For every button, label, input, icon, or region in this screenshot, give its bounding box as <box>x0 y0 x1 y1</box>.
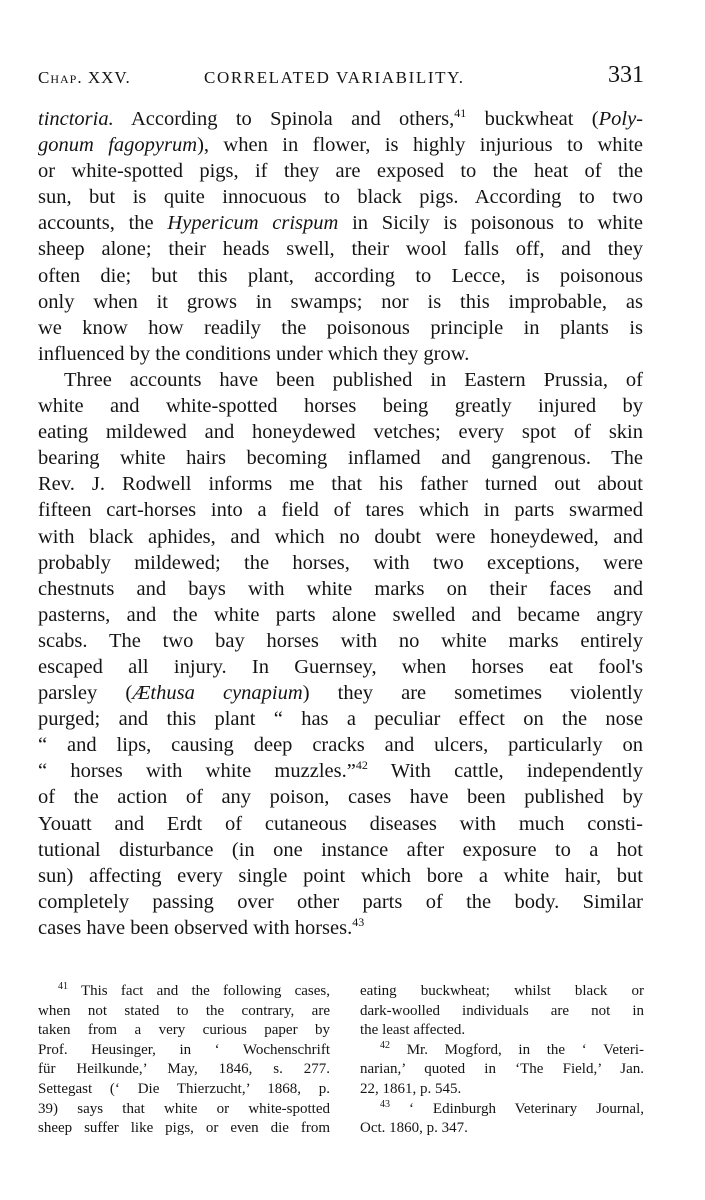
footnote-line: dark-woolled individuals are not in <box>360 1002 644 1019</box>
text-line: escaped all injury. In Guernsey, when horses eat fool's <box>38 655 643 678</box>
footnote-line: the least affected. <box>360 1022 466 1039</box>
text-line: sheep alone; their heads swell, their wool falls off, and they <box>38 238 643 261</box>
text-line: completely passing over other parts of the body. Similar <box>38 890 643 913</box>
text-line: Rev. J. Rodwell informs me that his father turned out about <box>38 473 643 496</box>
text-line: tinctoria. According to Spinola and others,$^{41}$ buckwheat (Poly- <box>38 106 644 130</box>
footnote-line: $^{43}$ ‘ Edinburgh Veterinary Journal, <box>380 1098 644 1117</box>
text-line: chestnuts and bays with white marks on their faces and <box>38 577 643 600</box>
footnote-line: für Heilkunde,’ May, 1846, s. 277. <box>38 1061 330 1078</box>
text-line: white and white-spotted horses being greatly injured by <box>38 395 643 418</box>
text-line: or white-spotted pigs, if they are exposed to the heat of the <box>38 160 643 183</box>
footnote-line: narian,’ quoted in ‘The Field,’ Jan. <box>360 1061 644 1078</box>
page-number: 331 <box>608 62 644 88</box>
footnote-column-right <box>360 982 644 1139</box>
text-line: sun, but is quite innocuous to black pigs. According to two <box>38 186 643 209</box>
footnote-line: sheep suffer like pigs, or even die from <box>38 1120 330 1137</box>
text-line: pasterns, and the white parts alone swelled and became angry <box>38 603 643 626</box>
text-line: we know how readily the poisonous principle in plants is <box>38 316 643 339</box>
footnotes <box>38 982 644 1152</box>
text-line: tutional disturbance (in one instance after exposure to a hot <box>38 838 643 861</box>
text-line: “ and lips, causing deep cracks and ulcers, particularly on <box>38 734 643 757</box>
text-line: eating mildewed and honeydewed vetches; every spot of skin <box>38 421 643 444</box>
footnote-line: Prof. Heusinger, in ‘ Wochenschrift <box>38 1041 330 1058</box>
footnote-line: taken from a very curious paper by <box>38 1022 330 1039</box>
footnote-line: 39) says that white or white-spotted <box>38 1100 330 1117</box>
footnote-line: Settegast (‘ Die Thierzucht,’ 1868, p. <box>38 1080 330 1097</box>
text-line: scabs. The two bay horses with no white marks entirely <box>38 629 643 652</box>
text-line: of the action of any poison, cases have been published by <box>38 786 643 809</box>
footnote-line: when not stated to the contrary, are <box>38 1002 330 1019</box>
footnote-line: $^{42}$ Mr. Mogford, in the ‘ Veteri- <box>380 1039 644 1058</box>
running-title: CORRELATED VARIABILITY. <box>204 68 465 87</box>
text-line: bearing white hairs becoming inflamed and gangrenous. The <box>38 447 643 470</box>
text-line: cases have been observed with horses.$^{43}$ <box>38 914 365 939</box>
text-line: sun) affecting every single point which bore a white hair, but <box>38 864 643 887</box>
text-line: parsley (Æthusa cynapium) they are sometimes violently <box>38 682 643 705</box>
text-line: purged; and this plant “ has a peculiar effect on the nose <box>38 708 643 731</box>
text-line: often die; but this plant, according to Lecce, is poisonous <box>38 264 643 287</box>
chapter-label: Chap. XXV. <box>38 68 131 87</box>
main-text <box>38 106 643 941</box>
footnote-line: eating buckwheat; whilst black or <box>360 983 644 999</box>
footnote-line: Oct. 1860, p. 347. <box>360 1120 468 1137</box>
text-line: accounts, the Hypericum crispum in Sicily is poisonous to white <box>38 212 643 235</box>
text-line: gonum fagopyrum), when in flower, is highly injurious to white <box>38 134 643 157</box>
footnote-column-left <box>38 982 330 1139</box>
footnote-line: $^{41}$ This fact and the following cases, <box>58 981 330 999</box>
text-line: only when it grows in swamps; nor is this improbable, as <box>38 290 643 313</box>
text-line: with black aphides, and which no doubt were honeydewed, and <box>38 525 643 548</box>
running-header <box>38 62 644 96</box>
text-line: probably mildewed; the horses, with two exceptions, were <box>38 551 643 574</box>
footnote-line: 22, 1861, p. 545. <box>360 1080 462 1097</box>
text-line: Three accounts have been published in Eastern Prussia, of <box>64 368 643 391</box>
text-line: Youatt and Erdt of cutaneous diseases with much consti- <box>38 812 643 835</box>
text-line: “ horses with white muzzles.”$^{42}$ With cattle, independently <box>38 758 643 783</box>
text-line: fifteen cart-horses into a field of tares which in parts swarmed <box>38 499 643 522</box>
text-line: influenced by the conditions under which they grow. <box>38 342 470 365</box>
